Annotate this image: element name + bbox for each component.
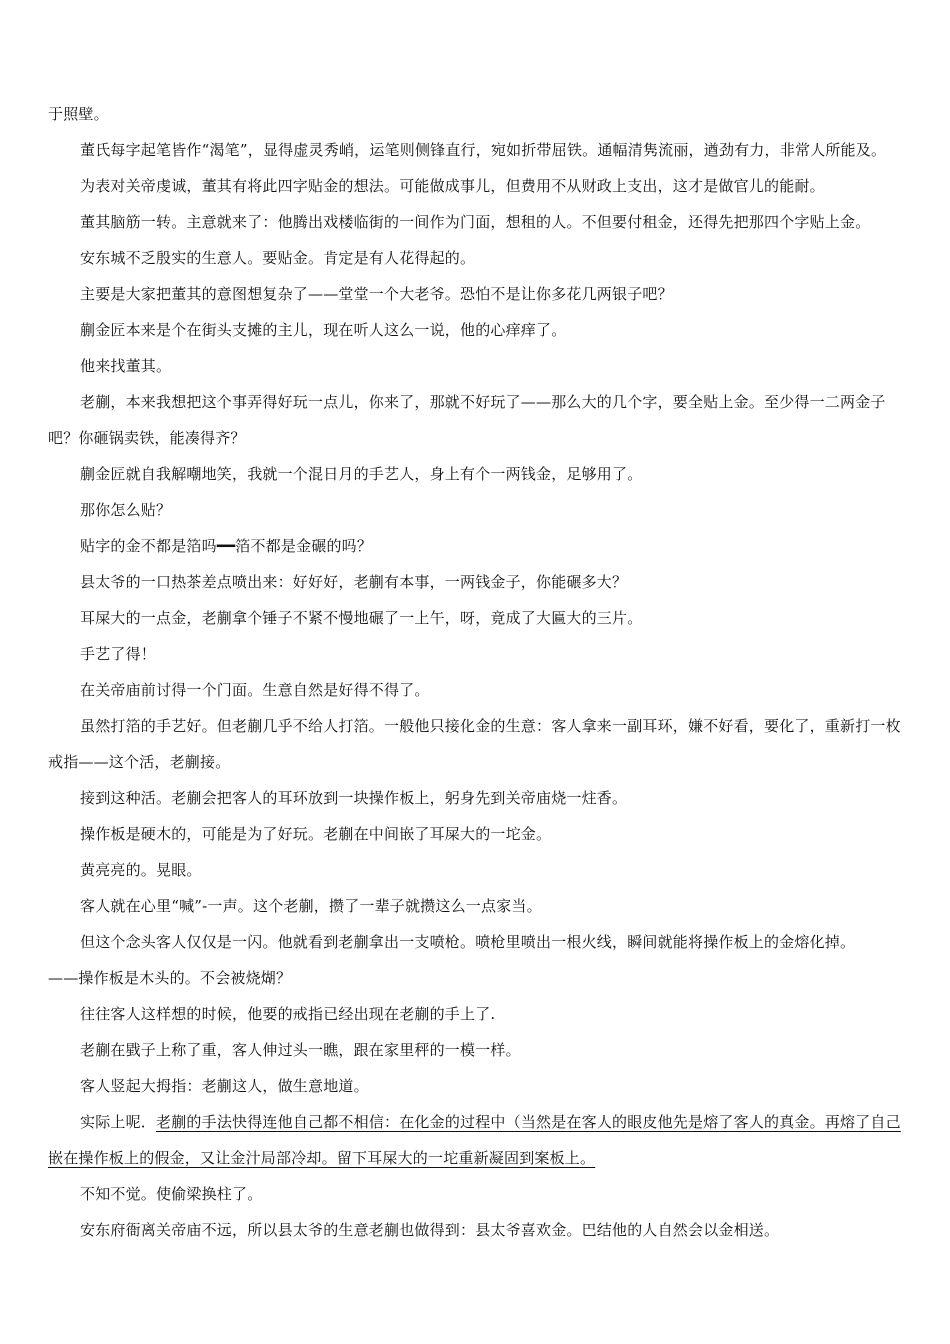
paragraph: 董其脑筋一转。主意就来了：他腾出戏楼临街的一间作为门面，想租的人。不但要付租金，还得先把那四个字贴上金。 (80, 213, 871, 231)
paragraph: 虽然打箔的手艺好。但老蒯几乎不给人打箔。一般他只接化金的生意：客人拿来一副耳环，嫌不好看，要化了，重新打一枚戒指——这个活，老蒯接。 (48, 717, 901, 771)
paragraph: ——操作板是木头的。不会被烧煳？ (48, 969, 292, 987)
paragraph: 蒯金匠本来是个在街头支摊的主儿，现在听人这么一说，他的心痒痒了。 (80, 321, 567, 339)
document-page (48, 96, 908, 1248)
paragraph: 安东府衙离关帝庙不远，所以县太爷的生意老蒯也做得到：县太爷喜欢金。巴结他的人自然会以金相送。 (80, 1221, 780, 1239)
paragraph: 那你怎么贴？ (80, 501, 172, 519)
paragraph: 在关帝庙前讨得一个门面。生意自然是好得不得了。 (80, 681, 430, 699)
paragraph: 黄亮亮的。晃眼。 (80, 861, 202, 879)
paragraph: 董氏每字起笔皆作“渴笔”，显得虚灵秀峭，运笔则侧锋直行，宛如折带屈铁。通幅清隽流丽，遒劲有力，非常人所能及。 (80, 141, 887, 159)
paragraph: 接到这种活。老蒯会把客人的耳环放到一块操作板上，躬身先到关帝庙烧一炷香。 (80, 789, 628, 807)
paragraph-with-underline (48, 1104, 908, 1176)
paragraph: 主要是大家把董其的意图想复杂了——堂堂一个大老爷。恐怕不是让你多花几两银子吧？ (80, 285, 673, 303)
paragraph: 操作板是硬木的，可能是为了好玩。老蒯在中间嵌了耳屎大的一坨金。 (80, 825, 552, 843)
paragraph: 客人就在心里“喊”-一声。这个老蒯，攒了一辈子就攒这么一点家当。 (80, 897, 542, 915)
paragraph: 为表对关帝虔诚，董其有将此四字贴金的想法。可能做成事儿，但费用不从财政上支出，这才是做官儿的能耐。 (80, 177, 825, 195)
paragraph: 县太爷的一口热茶差点喷出来：好好好，老蒯有本事，一两钱金子，你能碾多大？ (80, 573, 628, 591)
underlined-passage: 老蒯的手法快得连他自己都不相信：在化金的过程中（当然是在客人的眼皮他先是熔了客人的真金。再熔了自己嵌在操作板上的假金，又让金汁局部冷却。留下耳屎大的一坨重新凝固到案板上。 (48, 1113, 901, 1167)
paragraph-lead-text: 实际上呢． (80, 1113, 157, 1131)
paragraph: 蒯金匠就自我解嘲地笑，我就一个混日月的手艺人，身上有个一两钱金，足够用了。 (80, 465, 643, 483)
paragraph: 客人竖起大拇指：老蒯这人，做生意地道。 (80, 1077, 369, 1095)
paragraph: 安东城不乏殷实的生意人。要贴金。肯定是有人花得起的。 (80, 249, 476, 267)
paragraph: 贴字的金不都是箔吗━━箔不都是金碾的吗？ (80, 537, 373, 555)
paragraph: 老蒯在戥子上称了重，客人伸过头一瞧，跟在家里秤的一模一样。 (80, 1041, 521, 1059)
paragraph: 手艺了得！ (80, 645, 157, 663)
paragraph: 耳屎大的一点金，老蒯拿个锤子不紧不慢地碾了一上午，呀，竟成了大匾大的三片。 (80, 609, 643, 627)
paragraph: 往往客人这样想的时候，他要的戒指已经出现在老蒯的手上了. (80, 1005, 496, 1023)
paragraph: 他来找董其。 (80, 357, 172, 375)
paragraph: 于照壁。 (48, 105, 109, 123)
paragraph: 不知不觉。使偷梁换柱了。 (80, 1185, 263, 1203)
paragraph: 但这个念头客人仅仅是一闪。他就看到老蒯拿出一支喷枪。喷枪里喷出一根火线，瞬间就能将操作板上的金熔化掉。 (80, 933, 856, 951)
paragraph: 老蒯，本来我想把这个事弄得好玩一点儿，你来了，那就不好玩了——那么大的几个字，要全贴上金。至少得一二两金子吧？你砸锅卖铁，能凑得齐？ (48, 393, 886, 447)
